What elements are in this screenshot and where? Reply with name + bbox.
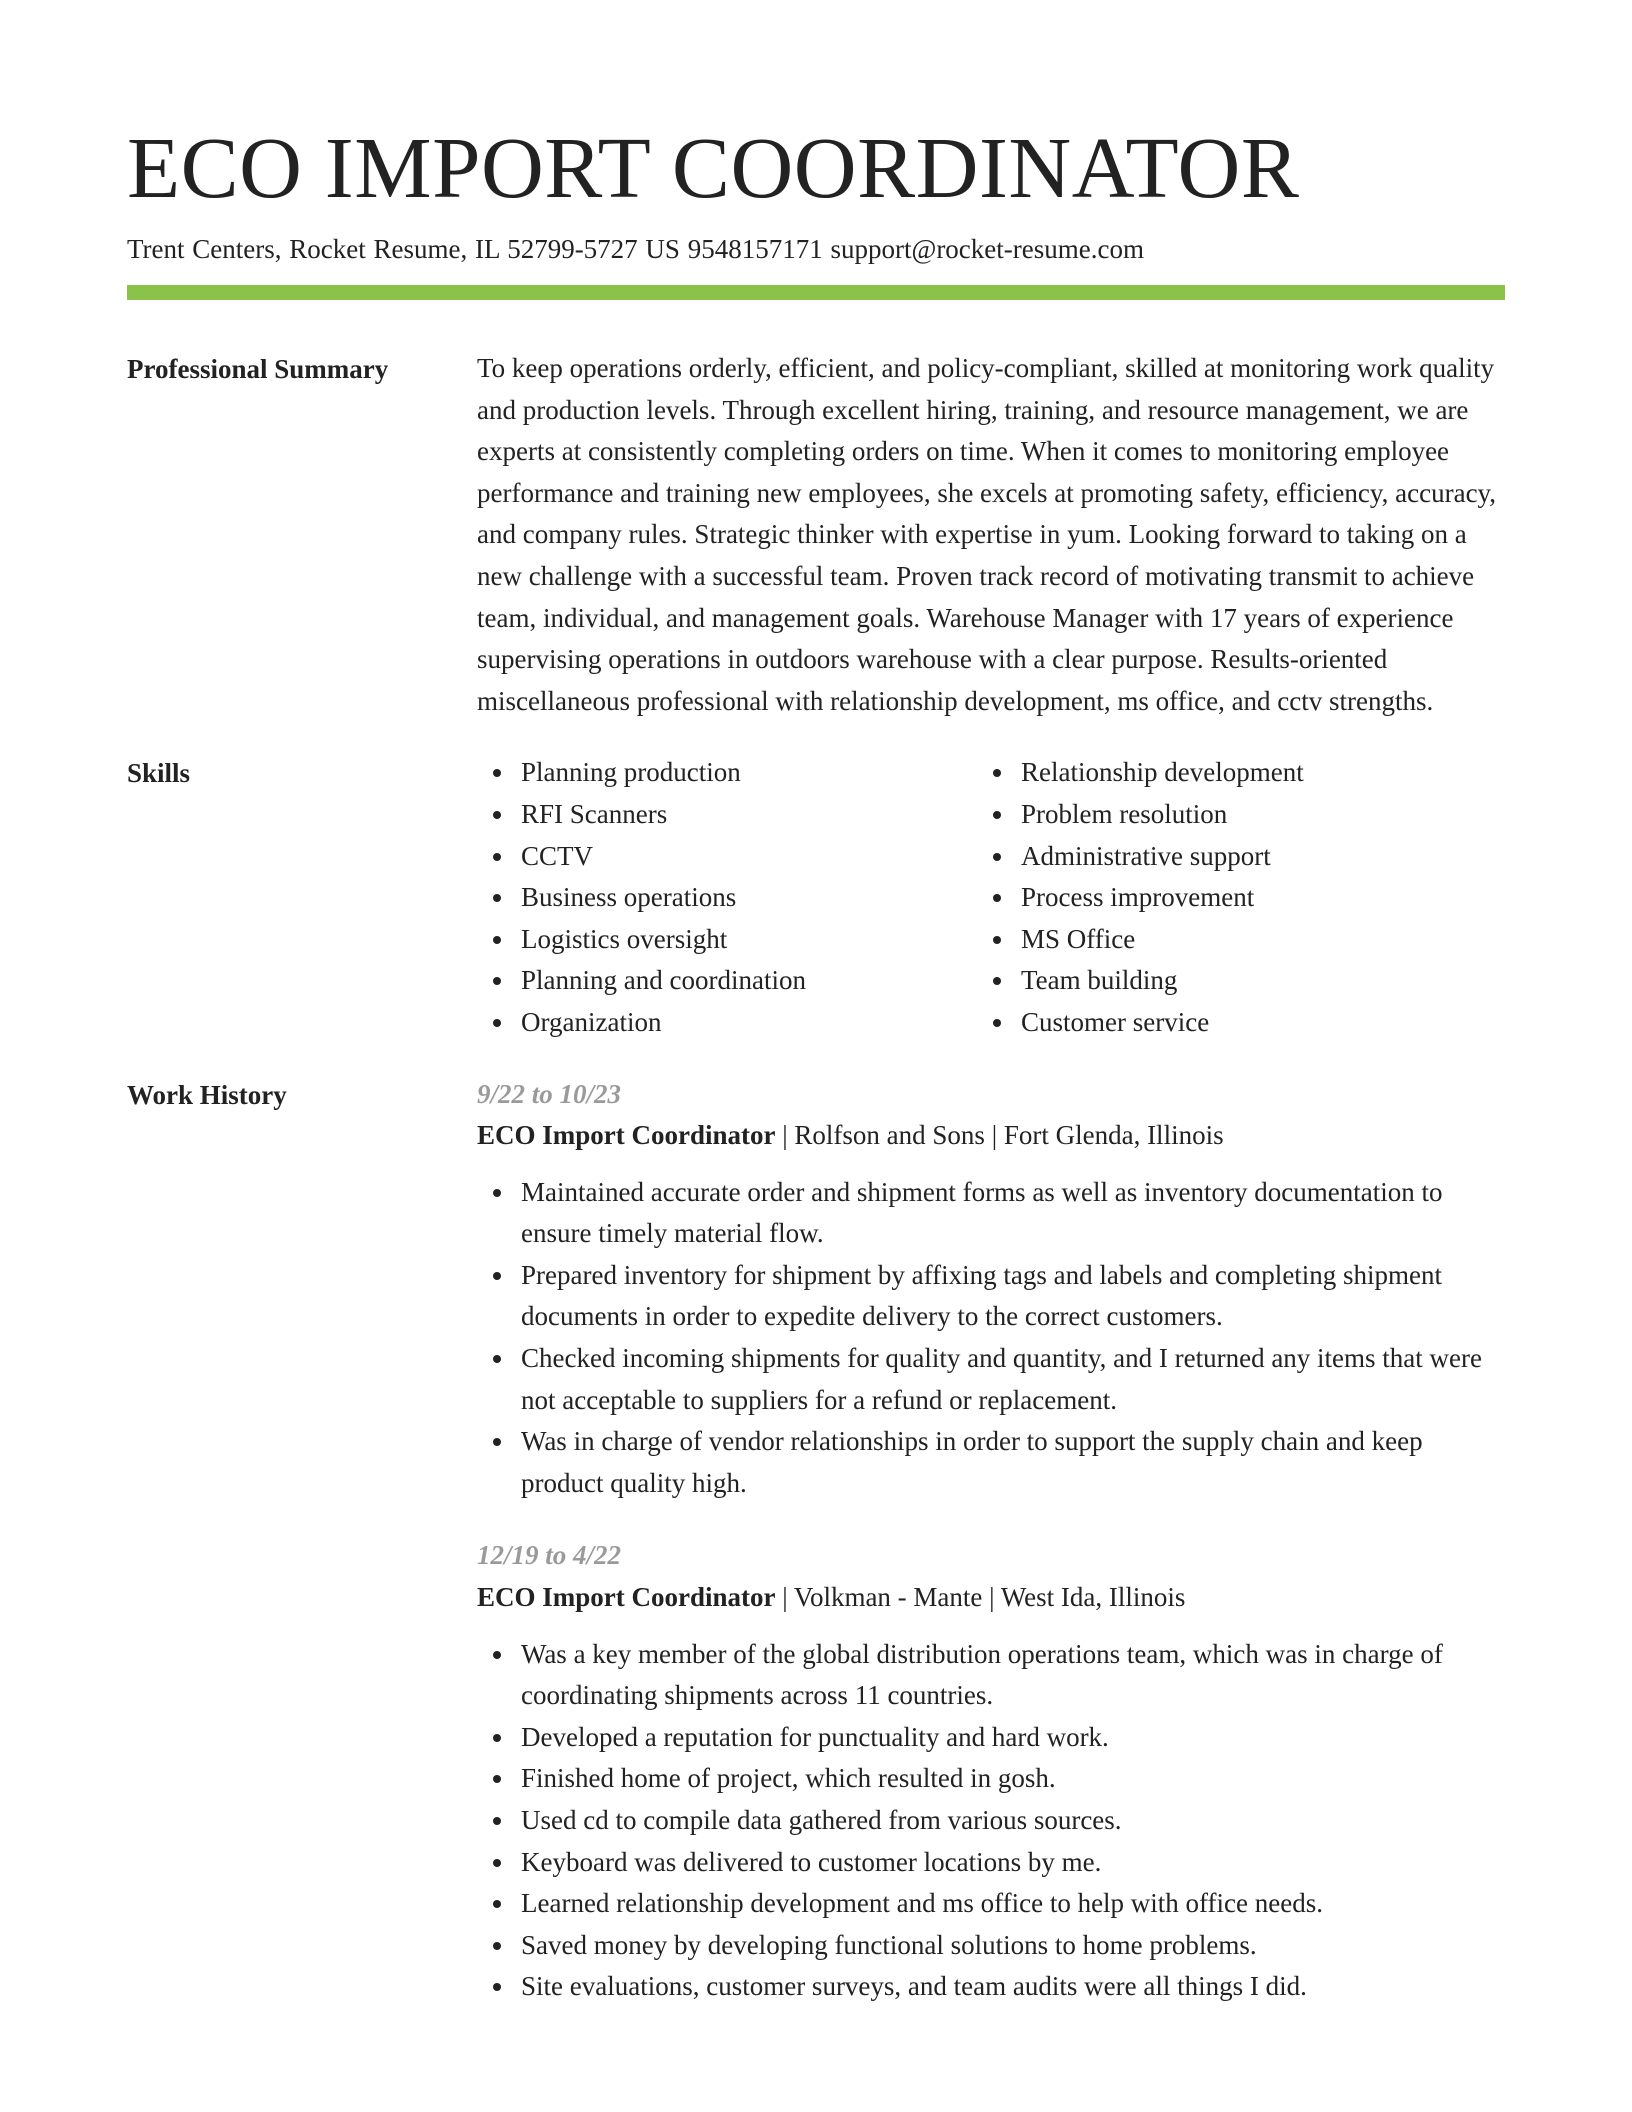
- job-bullet: Was in charge of vendor relationships in order to support the supply chain and keep product quality high.: [477, 1421, 1505, 1504]
- job-entry: [477, 1074, 1505, 1505]
- skill-item: CCTV: [477, 836, 977, 878]
- summary-section: [127, 348, 1505, 722]
- job-bullet: Finished home of project, which resulted in gosh.: [477, 1758, 1505, 1800]
- section-label-summary: Professional Summary: [127, 354, 389, 384]
- job-bullet: Prepared inventory for shipment by affixing tags and labels and completing shipment documents in order to expedite delivery to the correct customers.: [477, 1255, 1505, 1338]
- job-title: ECO Import Coordinator: [477, 1582, 776, 1613]
- contact-address: Trent Centers, Rocket Resume, IL 52799-5727 US: [127, 234, 680, 264]
- skill-item: Business operations: [477, 877, 977, 919]
- job-bullet: Saved money by developing functional solutions to home problems.: [477, 1925, 1505, 1967]
- skill-item: Logistics oversight: [477, 919, 977, 961]
- skills-list-left: [477, 752, 977, 1043]
- skill-item: Problem resolution: [977, 794, 1477, 836]
- job-bullet-list: [477, 1172, 1505, 1505]
- job-bullet: Checked incoming shipments for quality and quantity, and I returned any items that were not acceptable to suppliers for a refund or replacement.: [477, 1338, 1505, 1421]
- skill-item: Planning and coordination: [477, 960, 977, 1002]
- job-dates: 12/19 to 4/22: [477, 1540, 622, 1571]
- job-heading: [477, 1115, 1505, 1157]
- job-bullet: Maintained accurate order and shipment forms as well as inventory documentation to ensure timely material flow.: [477, 1172, 1505, 1255]
- section-label-skills: Skills: [127, 758, 191, 789]
- skill-item: Administrative support: [977, 836, 1477, 878]
- skill-item: Relationship development: [977, 752, 1477, 794]
- skills-columns: [477, 752, 1505, 1043]
- job-bullet: Was a key member of the global distribution operations team, which was in charge of coordinating shipments across 11 countries.: [477, 1634, 1505, 1717]
- contact-phone: 9548157171: [687, 234, 823, 264]
- job-company: | Volkman - Mante: [776, 1582, 983, 1612]
- work-history-body: [477, 1074, 1505, 2008]
- job-location: | Fort Glenda, Illinois: [985, 1120, 1224, 1150]
- job-bullet: Site evaluations, customer surveys, and team audits were all things I did.: [477, 1966, 1505, 2008]
- job-bullet: Keyboard was delivered to customer locations by me.: [477, 1842, 1505, 1884]
- job-dates: 9/22 to 10/23: [477, 1078, 622, 1109]
- skill-item: Process improvement: [977, 877, 1477, 919]
- contact-line: [127, 230, 1505, 268]
- section-label-work-history: Work History: [127, 1079, 287, 1110]
- skills-list-right: [977, 752, 1477, 1043]
- skill-item: Organization: [477, 1002, 977, 1044]
- job-company: | Rolfson and Sons: [776, 1120, 985, 1150]
- contact-email: support@rocket-resume.com: [830, 234, 1144, 264]
- skills-body: [477, 752, 1505, 1043]
- skill-item: RFI Scanners: [477, 794, 977, 836]
- page-title: ECO IMPORT COORDINATOR: [127, 119, 1300, 216]
- job-bullet-list: [477, 1634, 1505, 2008]
- job-bullet: Developed a reputation for punctuality and hard work.: [477, 1717, 1505, 1759]
- job-entry: [477, 1535, 1505, 2008]
- skill-item: Customer service: [977, 1002, 1477, 1044]
- skill-item: MS Office: [977, 919, 1477, 961]
- job-location: | West Ida, Illinois: [982, 1582, 1185, 1612]
- header-divider: [127, 285, 1505, 300]
- job-bullet: Learned relationship development and ms office to help with office needs.: [477, 1883, 1505, 1925]
- job-title: ECO Import Coordinator: [477, 1120, 776, 1151]
- skills-section: [127, 752, 1505, 1043]
- work-history-section: [127, 1074, 1505, 2008]
- summary-body: [477, 348, 1505, 722]
- summary-text: To keep operations orderly, efficient, and policy-compliant, skilled at monitoring work quality and production levels. Through excellent hiring, training, and resource management, we are experts at consistently completing orders on time. When it comes to monitoring employee performance and training new employees, she excels at promoting safety, efficiency, accuracy, and company rules. Strategic thinker with expertise in yum. Looking forward to taking on a new challenge with a successful team. Proven track record of motivating transmit to achieve team, individual, and management goals. Warehouse Manager with 17 years of experience supervising operations in outdoors warehouse with a clear purpose. Results-oriented miscellaneous professional with relationship development, ms office, and cctv strengths.: [477, 353, 1497, 716]
- skill-item: Planning production: [477, 752, 977, 794]
- job-bullet: Used cd to compile data gathered from various sources.: [477, 1800, 1505, 1842]
- job-heading: [477, 1577, 1505, 1619]
- skill-item: Team building: [977, 960, 1477, 1002]
